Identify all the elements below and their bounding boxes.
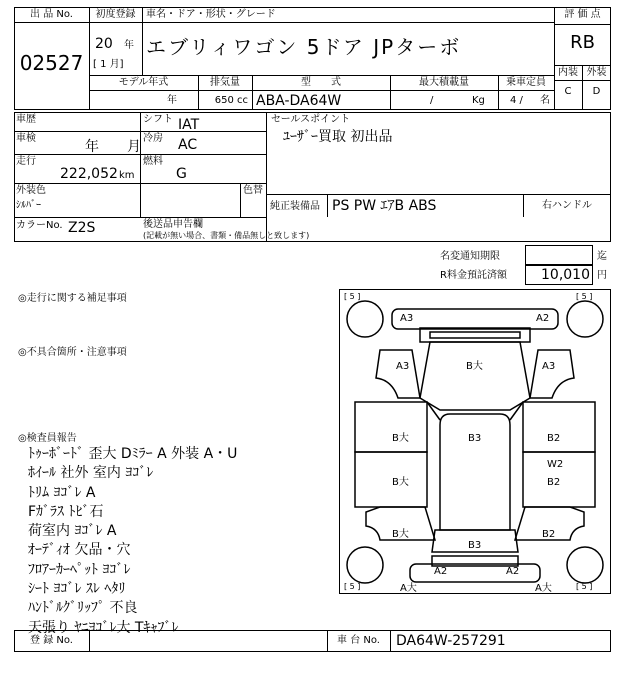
damage-mark: W2	[547, 459, 564, 470]
name-change-label: 名変通知期限	[440, 251, 500, 262]
car-name-label: 車名・ドア・形状・グレード	[146, 9, 276, 20]
damage-mark: A大	[535, 583, 552, 594]
damage-mark: B2	[547, 477, 561, 488]
name-change-unit: 迄	[597, 251, 607, 262]
tire-mark: [ 5 ]	[344, 582, 361, 591]
report-line: ﾌﾛｱｰｶｰﾍﾟｯﾄ ﾖｺﾞﾚ	[28, 561, 131, 578]
damage-diagram	[339, 289, 611, 594]
score-label: 評 価 点	[564, 9, 601, 20]
first-reg-year: 20	[95, 36, 113, 52]
report-line: ﾄｩｰﾎﾞｰﾄﾞ 歪大 Dﾐﾗｰ A 外装 A・U	[28, 446, 238, 462]
damage-mark: B2	[547, 433, 561, 444]
first-reg-month: [ 1 月]	[93, 59, 124, 70]
report-line: ﾊﾝﾄﾞﾙｸﾞﾘｯﾌﾟ 不良	[28, 600, 138, 617]
chassis-number: DA64W-257291	[396, 633, 506, 649]
recycle-label: R料金預託済額	[440, 270, 507, 281]
mileage-value: 222,052	[60, 166, 118, 182]
report-line: ｵｰﾃﾞｨｵ 欠品・穴	[28, 542, 131, 559]
sales-point-value: ﾕｰｻﾞｰ買取 初出品	[283, 129, 393, 145]
mileage-unit: km	[119, 170, 135, 181]
defects-label: ◎不具合箇所・注意事項	[18, 347, 127, 358]
damage-mark: B大	[392, 477, 409, 488]
capacity-value: 4 /	[510, 95, 523, 106]
first-reg-label: 初度登録	[95, 9, 136, 20]
inspection-label: 車検	[16, 133, 36, 144]
recycle-unit: 円	[597, 270, 607, 281]
lot-number: 02527	[19, 51, 84, 75]
post-declare-label: 後送品申告欄	[143, 219, 203, 230]
damage-mark: B3	[468, 433, 482, 444]
report-line: 荷室内 ﾖｺﾞﾚ A	[28, 523, 117, 540]
tire-mark: [ 5 ]	[576, 582, 593, 591]
interior-grade: C	[564, 86, 572, 97]
max-load-unit: Kg	[472, 95, 485, 106]
ac-value: AC	[178, 137, 198, 153]
fuel-value: G	[176, 166, 187, 182]
report-line: 天張り ﾔﾆﾖｺﾞﾚ大 Tｷｬﾌﾞﾚ	[28, 619, 179, 636]
sales-point-label: セールスポイント	[271, 114, 351, 125]
displacement-value: 650 cc	[214, 95, 248, 106]
max-load-value: /	[430, 95, 434, 106]
capacity-label: 乗車定員	[506, 77, 546, 88]
color-no-label: カラーNo.	[16, 220, 63, 231]
lot-no-label: 出 品 No.	[30, 9, 73, 20]
car-name: エブリィワゴン 5ドア JPターボ	[146, 35, 462, 59]
year-unit: 年	[124, 40, 134, 51]
post-declare-note: (記載が無い場合、書類・備品無しと致します)	[143, 231, 310, 240]
damage-mark: B2	[542, 529, 556, 540]
handle-value: 右ハンドル	[542, 200, 592, 211]
max-load-label: 最大積載量	[419, 77, 469, 88]
model-year-value: 年	[167, 95, 177, 106]
shift-label: シフト	[143, 114, 173, 125]
damage-mark: B大	[392, 529, 409, 540]
reg-no-label: 登 録 No.	[30, 635, 73, 646]
report-line: ﾄﾘﾑ ﾖｺﾞﾚ A	[28, 484, 96, 501]
exterior-grade: D	[592, 86, 601, 97]
footer-frame	[14, 630, 611, 652]
damage-mark: A3	[400, 313, 414, 324]
damage-mark: A大	[400, 583, 417, 594]
inspector-label: ◎検査員報告	[18, 433, 77, 444]
equipment-value: PS PW ｴｱB ABS	[332, 198, 437, 214]
damage-mark: B3	[468, 540, 482, 551]
mileage-label: 走行	[16, 156, 36, 167]
damage-mark: B大	[392, 433, 409, 444]
report-line: Fｶﾞﾗｽ ﾄﾋﾞ石	[28, 503, 104, 520]
equipment-label: 純正装備品	[270, 201, 320, 212]
shift-value: IAT	[178, 117, 200, 133]
damage-mark: A2	[536, 313, 550, 324]
model-code-label: 型 式	[301, 77, 341, 88]
inspection-value: 年 月	[85, 139, 141, 155]
capacity-unit: 名	[540, 95, 550, 106]
driving-remarks-label: ◎走行に関する補足事項	[18, 293, 127, 304]
damage-mark: B大	[466, 361, 483, 372]
recycle-value: 10,010	[541, 267, 590, 283]
name-change-box	[525, 245, 593, 265]
color-no-value: Z2S	[68, 220, 96, 236]
inspector-report	[28, 446, 237, 639]
exterior-label: 外装	[586, 67, 607, 78]
model-year-label: モデル年式	[118, 77, 169, 88]
fuel-label: 燃料	[143, 156, 163, 167]
ac-label: 冷房	[143, 133, 163, 144]
tire-mark: [ 5 ]	[344, 292, 361, 301]
interior-label: 内装	[558, 67, 578, 78]
color-change-label: 色替	[243, 185, 263, 196]
damage-mark: A2	[506, 566, 520, 577]
damage-mark: A3	[396, 361, 410, 372]
chassis-label: 車 台 No.	[337, 635, 380, 646]
report-line: ｼｰﾄ ﾖｺﾞﾚ ｽﾚ ﾍﾀﾘ	[28, 581, 126, 598]
history-label: 車歴	[16, 114, 36, 125]
color-value: ｼﾙﾊﾞｰ	[16, 200, 41, 211]
score-value: RB	[570, 32, 595, 53]
displacement-label: 排気量	[210, 77, 240, 88]
damage-mark: A3	[542, 361, 556, 372]
damage-mark: A2	[434, 566, 448, 577]
color-label: 外装色	[16, 185, 46, 196]
report-line: ﾎｲｰﾙ 社外 室内 ﾖｺﾞﾚ	[28, 465, 154, 482]
model-code-value: ABA-DA64W	[256, 93, 342, 109]
tire-mark: [ 5 ]	[576, 292, 593, 301]
